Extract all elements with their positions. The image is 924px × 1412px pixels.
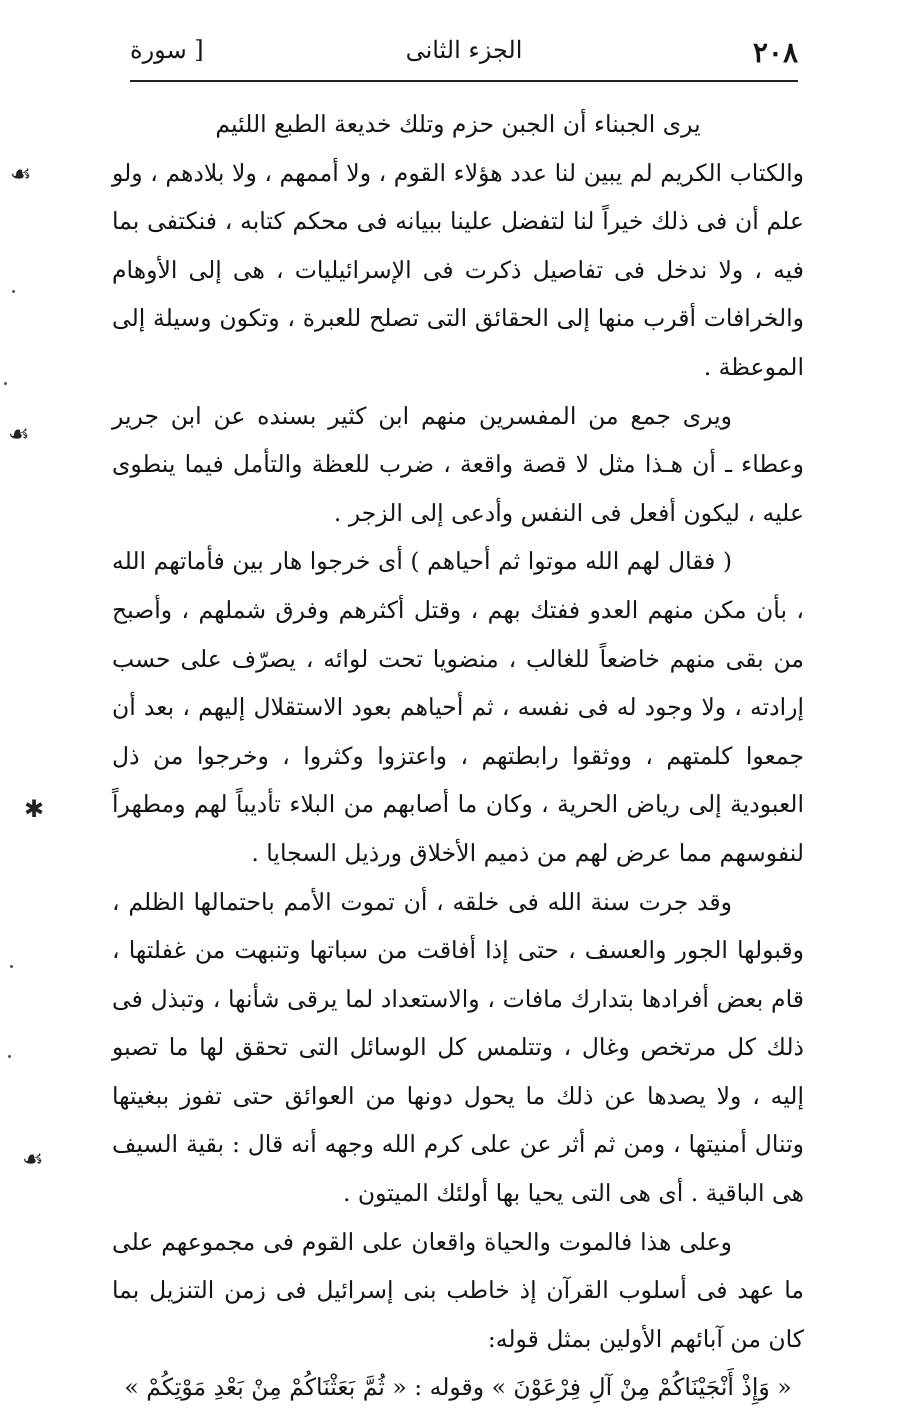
- paragraph-3: ( فقال لهم الله موتوا ثم أحياهم ) أى خرجوا هار بين فأماتهم الله ، بأن مكن منهم العدو ففتك بهم ، وقتل أكثرهم وفرق شملهم ، وأصبح من بقى منهم خاضعاً للغالب ، منضويا تحت لوائه ، يصرّف على حسب إرادته ، ولا وجود له فى نفسه ، ثم أحياهم بعود الاستقلال إليهم ، بعد أن جمعوا كلمتهم ، ووثقوا رابطتهم ، واعتزوا وكثروا ، وخرجوا من ذل العبودية إلى رياض الحرية ، وكان ما أصابهم من البلاء تأديباً لهم ومطهراً لنفوسهم مما عرض لهم من ذميم الأخلاق ورذيل السجايا .: [112, 547, 804, 867]
- paragraph-1: والكتاب الكريم لم يبين لنا عدد هؤلاء القوم ، ولا أممهم ، ولا بلادهم ، ولو علم أن فى ذلك خيراً لنا لتفضل علينا ببيانه فى محكم كتابه ، فنكتفى بما فيه ، ولا ندخل فى تفاصيل ذكرت فى الإسرائيليات ، هى إلى الأوهام والخرافات أقرب منها إلى الحقائق التى تصلح للعبرة ، وتكون وسيلة إلى الموعظة .: [112, 158, 804, 381]
- page-body: [112, 100, 804, 1412]
- scan-dot: [12, 290, 15, 293]
- scan-specks-mark: ✱: [24, 795, 45, 823]
- part-title: الجزء الثانى: [405, 36, 523, 64]
- header-divider: [130, 80, 798, 82]
- page-header: [130, 30, 798, 82]
- poetry-verse: يرى الجبناء أن الجبن حزم وتلك خديعة الطبع اللئيم: [215, 110, 701, 138]
- paragraph-5: وعلى هذا فالموت والحياة واقعان على القوم فى مجموعهم على ما عهد فى أسلوب القرآن إذ خاطب بنى إسرائيل فى زمن التنزيل بما كان من آبائهم الأولين بمثل قوله:: [112, 1227, 804, 1353]
- scan-dot: [8, 1055, 11, 1058]
- scan-specks-mark: ☙: [22, 1145, 44, 1173]
- surah-label: [ سورة: [130, 36, 204, 64]
- paragraph-2: ويرى جمع من المفسرين منهم ابن كثير بسنده عن ابن جرير وعطاء ـ أن هـذا مثل لا قصة واقعة ، ضرب للعظة والتأمل فيما ينطوى عليه ، ليكون أفعل فى النفس وأدعى إلى الزجر .: [112, 401, 804, 527]
- scan-specks-mark: ☙: [8, 420, 30, 448]
- page-number: ٢٠٨: [752, 36, 798, 69]
- paragraph-4: وقد جرت سنة الله فى خلقه ، أن تموت الأمم باحتمالها الظلم ، وقبولها الجور والعسف ، حتى إذا أفاقت من سباتها وتنبهت من غفلتها ، قام بعض أفرادها بتدارك مافات ، والاستعداد لما يرقى شأنها ، وتبذل فى ذلك كل مرتخص وغال ، وتتلمس كل الوسائل التى تحقق لها ما تصبو إليه ، ولا يصدها عن ذلك ما يحول دونها من العوائق حتى تفوز ببغيتها وتنال أمنيتها ، ومن ثم أثر عن على كرم الله وجهه أنه قال : بقية السيف هى الباقية . أى هى التى يحيا بها أولئك الميتون .: [112, 887, 804, 1208]
- scan-dot: [10, 965, 13, 968]
- scan-specks-mark: ☙: [10, 160, 32, 188]
- scan-dot: [4, 382, 7, 385]
- quran-quote-line: « وَإِذْ أَنْجَيْنَاكُمْ مِنْ آلِ فِرْعَوْنَ » وقوله : « ثُمَّ بَعَثْنَاكُمْ مِنْ بَعْدِ مَوْتِكُمْ »: [124, 1373, 792, 1402]
